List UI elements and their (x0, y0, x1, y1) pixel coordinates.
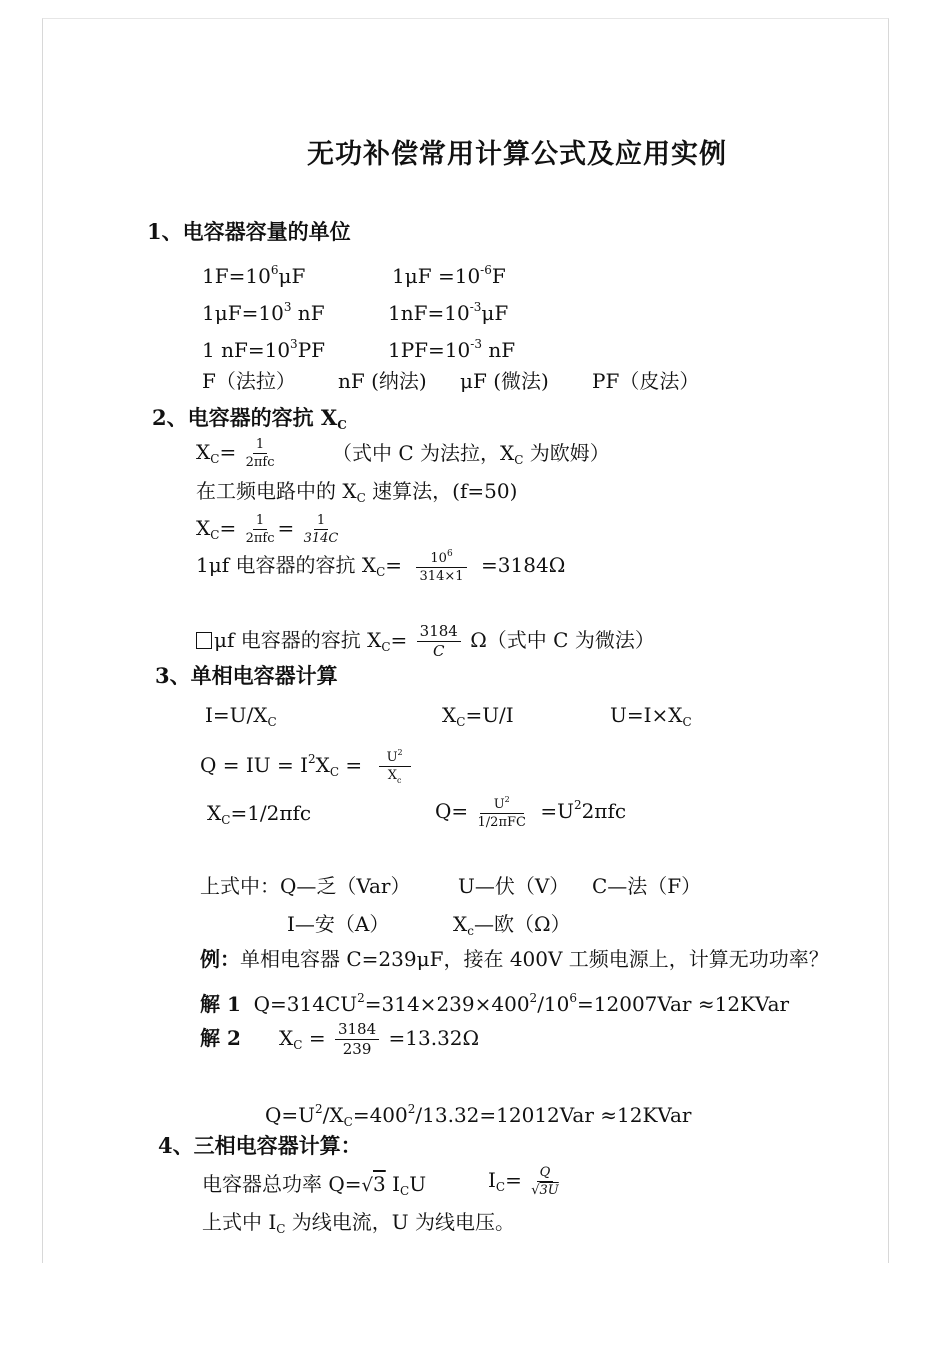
power-frequency-fraction: $U^2$ 1/2πFC (477, 795, 526, 830)
current-formula: $I=U/X_C$ (205, 703, 277, 729)
voltage-formula: $U=I\times X_C$ (610, 703, 692, 729)
solution-2-power: $Q=U^2/X_C=400^2/13.32=12012Var$ ≈12KVar (265, 1102, 692, 1129)
units-legend-volt: U—伏（V） (458, 874, 570, 898)
three-phase-power-formula: 电容器总功率 Q=√3 $I_CU$ (202, 1172, 427, 1198)
solution-1: 解 1 $Q=314CU^2=314\times 239\times 400^2/10^6=12007Var$ ≈12KVar (200, 991, 790, 1016)
section-3-heading: 3、单相电容器计算 (155, 663, 338, 688)
quick-fraction-2: $\frac{1}{314C}$ (303, 513, 339, 546)
unit-line-3b: $1PF=10^{-3}$ nF (388, 337, 516, 362)
reactance-ohm-formula: $X_C=U/I$ (442, 703, 514, 729)
units-legend-ohm: $X_c—$欧（Ω） (453, 912, 571, 938)
unit-name-farad: F（法拉） (202, 369, 296, 393)
section-1-heading: 1、电容器容量的单位 (147, 219, 351, 244)
unit-line-2b: $1nF=10^{-3}\mu F$ (388, 300, 509, 325)
unit-name-picofarad: PF（皮法） (592, 369, 700, 393)
blank-box-icon (196, 632, 212, 649)
reactance-formula: $X_C=$ 1 2πfc (196, 437, 275, 470)
quick-formula: $X_C=$ 1 2πfc = $\frac{1}{314C}$ (196, 513, 339, 546)
line-current-fraction: $\frac{Q}{√3U}$ (531, 1165, 559, 1198)
capacitive-reactance-formula: $X_C=1/2\pi fc$ (207, 801, 312, 827)
general-reactance: μf 电容器的容抗 $X_C=$ $\frac{3184}{C}$ Ω（式中 C 为微法） (196, 624, 655, 660)
power-formula: Q = IU = $I^2X_C$ = $\frac{U^2}{X_c}$ (200, 746, 414, 785)
line-current-formula: $I_C=$ $\frac{Q}{√3U}$ (488, 1165, 559, 1198)
units-legend-1: 上式中：Q—乏（Var） (200, 874, 411, 898)
unit-line-1a: $1F=10^6\mu F$ (202, 263, 306, 288)
reactance-note: （式中 C 为法拉，$X_C$ 为欧姆） (332, 441, 610, 467)
one-microfarad-reactance: 1μf 电容器的容抗 $X_C=$ $\frac{10^6}{314\times 1}$ =3184Ω (196, 549, 566, 584)
unit-line-3a: 1 $nF=10^3PF$ (202, 337, 326, 362)
solution-2: 解 2 $X_C$ = $\frac{3184}{239}$ =13.32Ω (200, 1020, 480, 1058)
section-2-heading: 2、电容器的容抗 $X_C$ (152, 405, 347, 432)
unit-line-2a: $1\mu F=10^3$ nF (202, 300, 325, 325)
quick-method-line: 在工频电路中的 $X_C$ 速算法，(f=50) (196, 479, 518, 505)
unit-name-microfarad: μF (微法) (460, 369, 549, 393)
section-4-heading: 4、三相电容器计算： (158, 1133, 362, 1158)
solution-2-fraction: $\frac{3184}{239}$ (335, 1022, 379, 1057)
unit-name-nanofarad: nF (纳法) (338, 369, 427, 393)
units-legend-farad: C—法（F） (592, 874, 702, 898)
power-fraction: $\frac{U^2}{X_c}$ (379, 749, 411, 785)
units-legend-ampere: I—安（A） (287, 912, 390, 936)
general-fraction: $\frac{3184}{C}$ (417, 624, 461, 659)
one-microfarad-fraction: $\frac{10^6}{314\times 1}$ (416, 550, 466, 583)
document-title: 无功补偿常用计算公式及应用实例 (307, 139, 727, 170)
power-from-frequency-formula: Q= $U^2$ 1/2πFC $=U^22\pi fc$ (435, 795, 627, 830)
unit-line-1b: $1\mu F =10^{-6}F$ (392, 263, 506, 288)
example-question: 例：单相电容器 C=239μF，接在 400V 工频电源上，计算无功功率？ (200, 947, 829, 971)
three-phase-note: 上式中 $I_C$ 为线电流，U 为线电压。 (202, 1210, 516, 1236)
reactance-fraction: 1 2πfc (245, 437, 275, 470)
quick-fraction-1: 1 2πfc (245, 513, 275, 546)
